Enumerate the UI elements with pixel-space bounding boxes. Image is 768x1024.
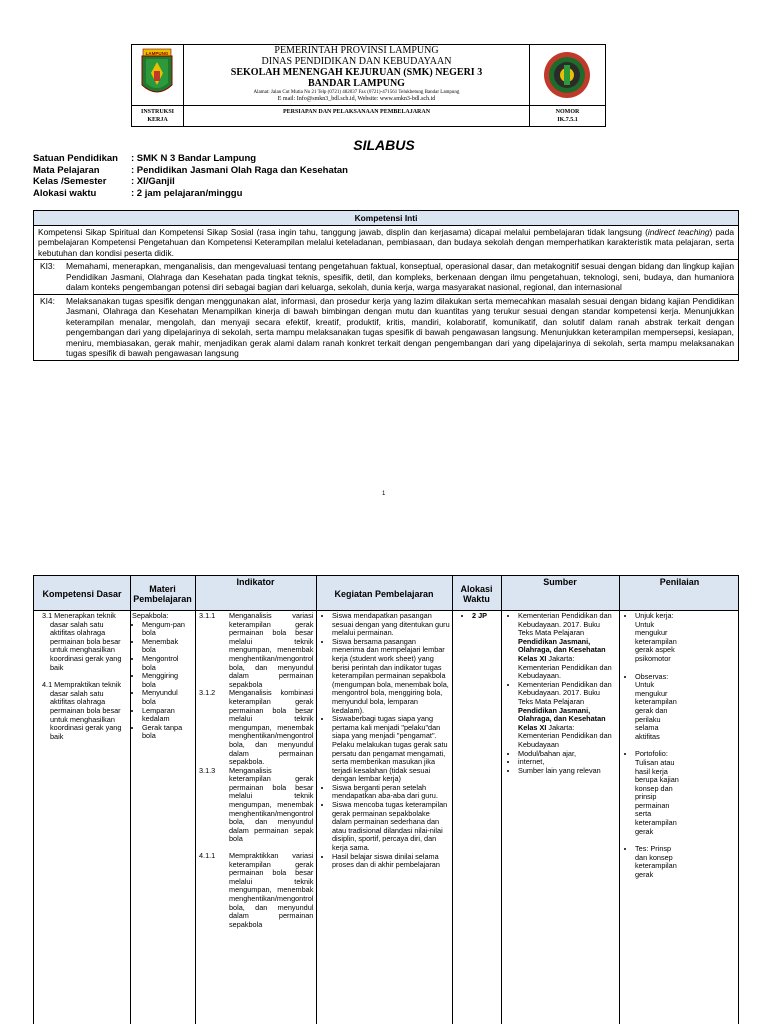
info-row [33, 176, 348, 188]
info-value: : XI/Ganjil [131, 176, 175, 187]
header-alokasi: Alokasi Waktu [460, 583, 493, 604]
list-item: • Kementerian Pendidikan dan Kebudayaan. 2017. Buku Teks Mata Pelajaran Pendidikan Jasmani, Olahraga, dan Kesehatan Kelas XI Jakarta: Kementerian Pendidikan dan Kebudayaan. [518, 612, 616, 681]
list-item: • Menggiring bola [142, 672, 192, 689]
lampung-crest-icon [132, 45, 182, 103]
kegiatan-cell [322, 612, 450, 870]
indikator-item: 3.1.3 Menganalisis keterampilan gerak permainan bola besar melalui teknik mengumpan, menembak menghentikan/mengontrol bola, dan menyundul dalam permainan sepak bola [199, 765, 314, 844]
course-info [33, 153, 348, 199]
column-divider [316, 576, 317, 1024]
list-item: • Siswa mencoba tugas keterampilan gerak permainan sepakbolake dalam permainan sederhana dan atau tradisional dilandasi nilai-nilai disiplin, sportif, percaya diri, dan kerja sama. [332, 801, 450, 853]
kd-item: 3.1 Menerapkan teknik dasar salah satu aktifitas olahraga permainan bola besar untuk menghasilkan koordinasi gerak yang baik [42, 611, 122, 672]
ki4-text: Melaksanakan tugas spesifik dengan menggunakan alat, informasi, dan prosedur kerja yang lazim dilakukan serta memecahkan masalah sesuai dengan bidang kajian Pendidikan Jasmani, Olahraga dan Kesehatan Menampilkan kinerja di bawah bimbingan dengan mutu dan kuantitas yang terukur sesuai dengan standar kompetensi kerja. Menunjukkan keterampilan menalar, mengolah, dan menyaji secara efektif, kreatif, produktif, kritis, mandiri, kolaboratif, komunikatif, dan solutif dalam ranah abstrak terkait dengan pengembangan dari yang dipelajarinya di sekolah, serta mampu melaksanakan tugas spesifik di bawah pengawasan langsung. Menunjukkan keterampilan mempersepsi, kesiapan, meniru, membiasakan, gerak mahir, menjadikan gerak alami dalam ranah konkret terkait dengan pengembangan dari yang dipelajarinya di sekolah, serta mampu melaksanakan tugas spesifik di bawah pengawasan langsung [66, 295, 734, 358]
school-emblem-icon [530, 45, 604, 103]
kompetensi-inti-table [33, 210, 739, 361]
nomor-cell [529, 106, 605, 126]
list-item: • Sumber lain yang relevan [518, 767, 616, 776]
column-divider [195, 576, 196, 1024]
letterhead-text [184, 45, 529, 105]
list-item: • Siswa bersama pasangan menerima dan mempelajari lembar kerja (student work sheet) yang berisi perintah dan indikator tugas keterampilan permainan sepakbola (mengumpan bola, menembak bola, mengontrol bola, menggiring bola, menyundul bola, lemparan kedalam). [332, 638, 450, 715]
header-indikator: Indikator [236, 577, 275, 587]
list-item: • Kementerian Pendidikan dan Kebudayaan. 2017. Buku Teks Mata Pelajaran Pendidikan Jasmani, Olahraga, dan Kesehatan Kelas XI Jakarta: Kementerian Pendidikan dan Kebudayaan [518, 681, 616, 750]
column-divider [452, 576, 453, 1024]
header-sumber: Sumber [543, 577, 577, 587]
list-item: • internet, [518, 758, 616, 767]
ki4-label: KI4: [40, 295, 55, 306]
syllabus-table [33, 575, 739, 1024]
info-value: : SMK N 3 Bandar Lampung [131, 153, 257, 164]
header-materi: Materi Pembelajaran [133, 583, 192, 604]
info-key: Mata Pelajaran [33, 164, 100, 176]
info-key: Kelas /Semester [33, 176, 107, 187]
letterhead-bottom-row [132, 105, 605, 126]
ki3-label: KI3: [40, 261, 55, 271]
materi-cell [132, 612, 192, 741]
list-item: • Menembak bola [142, 638, 192, 655]
list-item: • Observas: Untuk mengukur keterampilan gerak dan perilaku selama aktifitas [635, 673, 685, 742]
page-title: SILABUS [353, 137, 415, 153]
list-item: • Siswa berganti peran setelah mendapatkan aba-aba dari guru. [332, 784, 450, 801]
column-divider [619, 576, 620, 1024]
instruksi-kerja: INSTRUKSI KERJA [132, 106, 184, 126]
info-key: Alokasi waktu [33, 187, 97, 199]
indikator-item: 4.1.1 Mempraktikkan variasi keterampilan gerak permainan bola besar melalui teknik mengumpan, menembak menghentikan/mengontrol bola, dan menyundul dalam permainan sepakbola [199, 851, 314, 929]
list-item: • Gerak tanpa bola [142, 724, 192, 741]
city-line: BANDAR LAMPUNG [308, 78, 405, 89]
list-item: • Tes: Prinsp dan konsep keterampilan gerak [635, 845, 685, 879]
nomor-label: NOMOR [555, 109, 580, 115]
list-item: • Siswaberbagi tugas siapa yang pertama kali menjadi "pelaku"dan siapa yang menjadi "pengamat". Pelaku melakukan tugas gerak satu persatu dan pengamat mengamati, serta memberikan masukan jika terjadi kesalahan (tidak sesuai dengan lembar kerja) [332, 715, 450, 784]
list-item: • Hasil belajar siswa dinilai selama proses dan di akhir pembelajaran [332, 853, 450, 870]
header-kegiatan: Kegiatan Pembelajaran [334, 588, 434, 599]
indikator-cell [199, 612, 313, 929]
left-logo-text: LAMPUNG [145, 51, 169, 56]
list-item: • Menyundul bola [142, 689, 192, 706]
nomor-value: IK.7.5.1 [557, 117, 578, 123]
penilaian-cell [625, 612, 685, 880]
ki3-text: Memahami, menerapkan, menganalisis, dan mengevaluasi tentang pengetahuan faktual, konseptual, operasional dasar, dan metakognitif sesuai dengan bidang dan lingkup kajian Pendidikan Jasmani, Olahraga dan Kesehatan pada tingkat teknis, spesifik, detil, dan kompleks, berkenaan dengan ilmu pengetahuan, teknologi, seni, budaya, dan humaniora dalam konteks pengembangan potensi diri sebagai bagian dari keluarga, sekolah, dunia kerja, warga masyarakat nasional, regional, dan internasional [66, 261, 734, 292]
materi-title: Sepakbola: [132, 611, 169, 620]
header-penilaian: Penilaian [659, 577, 700, 587]
list-item: • Mengontrol bola [142, 655, 192, 672]
info-row [33, 188, 348, 200]
kegiatan-list [322, 612, 450, 870]
address-line: Alamat: Jalan Cut Mutia No 21 Telp (0721) 482037 Fax (0721)-471561 Telukbetung Bandar Lampung [253, 90, 460, 95]
list-item: • Siswa mendapatkan pasangan sesuai dengan yang ditentukan guru melalui permainan. [332, 612, 450, 638]
list-item: • Unjuk kerja: Untuk mengukur keterampilan gerak aspek psikomotor [635, 612, 685, 664]
info-row [33, 153, 348, 165]
materi-list [132, 621, 192, 741]
ki3-row [34, 260, 738, 295]
email-line: E mail: Info@smkn3_bdl.sch.id, Website: www.smkn3-bdl.sch.id [277, 96, 436, 102]
list-item: • Portofolio: Tulisan atau hasil kerja berupa kajian konsep dan prinsip permainan serta keterampilan gerak [635, 750, 685, 836]
ki-intro: Kompetensi Sikap Spiritual dan Kompetensi Sikap Sosial (rasa ingin tahu, tanggung jawab, displin dan kerjasama) dicapai melalui pembelajaran tidak langsung (indirect teaching) pada pembelajaran Kompetensi Pengetahuan dan Kompetensi Keterampilan melalui keteladanan, pembiasaan, dan budaya sekolah dengan memperhatikan karakteristik mata pelajaran, serta kebutuhan dan kondisi peserta didik. [34, 226, 738, 261]
list-item: • Mengum-pan bola [142, 621, 192, 638]
column-divider [501, 576, 502, 1024]
lampung-logo [132, 45, 184, 105]
sumber-cell [508, 612, 616, 775]
list-item: • Lemparan kedalam [142, 707, 192, 724]
info-row [33, 165, 348, 177]
info-value: : Pendidikan Jasmani Olah Raga dan Kesehatan [131, 164, 348, 176]
header-kompetensi-dasar: Kompetensi Dasar [42, 588, 122, 599]
persiapan-label: PERSIAPAN DAN PELAKSANAAN PEMBELAJARAN [282, 109, 431, 115]
penilaian-list [625, 612, 685, 880]
alokasi-cell [462, 612, 500, 621]
sumber-list [508, 612, 616, 775]
agency-line: DINAS PENDIDIKAN DAN KEBUDAYAAN [261, 56, 452, 67]
indikator-item: 3.1.1 Menganalisis variasi keterampilan gerak permainan bola besar melalui teknik mengumpan, menembak menghentikan/mengontrol bola, dan menyundul dalam permainan sepakbola [199, 611, 314, 689]
kompetensi-dasar-cell [42, 612, 126, 741]
list-item: • Modul/bahan ajar, [518, 750, 616, 759]
ki-heading: Kompetensi Inti [34, 211, 738, 226]
school-logo [529, 45, 605, 105]
gov-line: PEMERINTAH PROVINSI LAMPUNG [274, 45, 439, 56]
school-line: SEKOLAH MENENGAH KEJURUAN (SMK) NEGERI 3 [230, 67, 483, 78]
ki4-row [34, 295, 738, 360]
info-key: Satuan Pendidikan [33, 153, 118, 164]
alokasi-value: • 2 JP [472, 612, 500, 621]
letterhead [131, 44, 606, 127]
indikator-item: 3.1.2 Menganalisis kombinasi keterampilan gerak permainan bola besar melalui teknik mengumpan, menembak menghentikan/mengontrol bola, dan menyundul dalam permainan sepakbola. [199, 688, 314, 767]
info-value: : 2 jam pelajaran/minggu [131, 187, 243, 199]
page-number: 1 [382, 491, 386, 497]
kd-item: 4.1 Mempraktikan teknik dasar salah satu aktifitas olahraga permainan bola besar untuk menghasilkan koordinasi gerak yang baik [42, 680, 122, 741]
